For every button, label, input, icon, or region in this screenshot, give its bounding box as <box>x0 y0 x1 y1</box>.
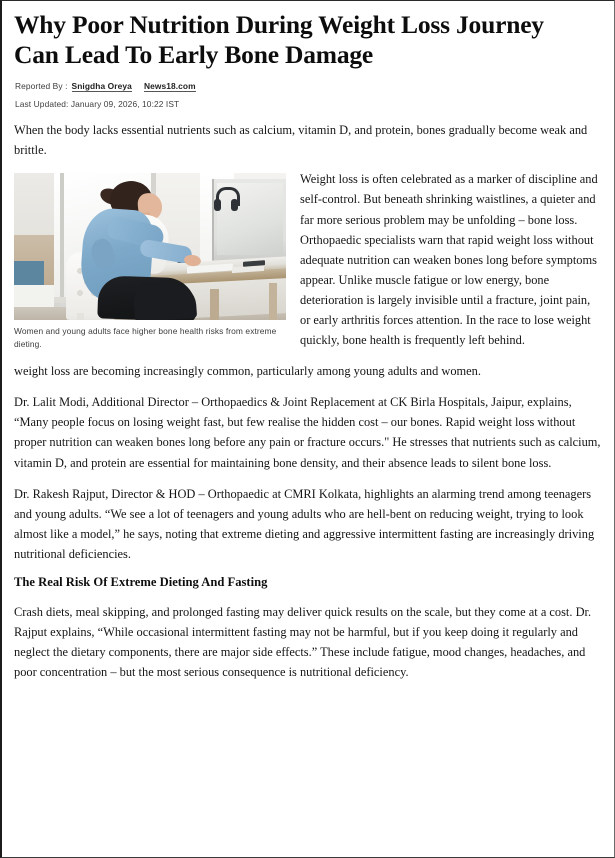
article-figure <box>14 173 286 350</box>
illustration-scene <box>14 173 286 320</box>
byline <box>15 81 602 92</box>
figure-caption: Women and young adults face higher bone health risks from extreme dieting. <box>14 326 277 349</box>
body-paragraph-1: Weight loss is often celebrated as a marker of discipline and self-control. But beneath shrinking waistlines, a quieter and far more serious problem may be unfolding – bone loss. Orthopaedic specialists warn that rapid weight loss without adequate nutrition can weaken bones long before symptoms appear. Unlike muscle fatigue or low energy, bone deterioration is largely invisible until a fracture, joint pain, or early arthritis forces attention. In the race to lose weight quickly, bone health is frequently left behind. <box>300 172 598 348</box>
last-updated-timestamp: Last Updated: January 09, 2026, 10:22 IST <box>15 99 180 110</box>
article-image <box>14 173 286 320</box>
byline-source-link[interactable]: News18.com <box>143 81 196 92</box>
body-paragraph-2: weight loss are becoming increasingly common, particularly among young adults and women. <box>14 364 481 379</box>
section-heading: The Real Risk Of Extreme Dieting And Fasting <box>14 575 268 590</box>
desk-leg-left <box>210 289 219 320</box>
byline-label: Reported By : <box>15 81 68 92</box>
desk-leg-right <box>269 283 277 320</box>
standfirst-paragraph: When the body lacks essential nutrients such as calcium, vitamin D, and protein, bones gradually become weak and brittle. <box>14 123 588 158</box>
byline-author-link[interactable]: Snigdha Oreya <box>71 81 132 92</box>
window-frame-left <box>60 173 64 303</box>
closing-paragraph: Crash diets, meal skipping, and prolonged fasting may deliver quick results on the scale, but they come at a cost. Dr. Rajput explains, “While occasional intermittent fasting may not be harmful, but if you keep doing it regularly and neglect the dietary components, there are major side effects.” These include fatigue, mood changes, headaches, and poor concentration – but the most serious consequence is nutritional deficiency. <box>14 605 592 680</box>
chair-leg <box>77 313 84 320</box>
page-title: Why Poor Nutrition During Weight Loss Journey Can Lead To Early Bone Damage <box>14 10 544 69</box>
body-paragraph-3: Dr. Lalit Modi, Additional Director – Orthopaedics & Joint Replacement at CK Birla Hospitals, Jaipur, explains, “Many people focus on losing weight fast, but few realise the hidden cost – our bones. Rapid weight loss without proper nutrition can weaken bones long before any pain or fracture occurs." He stresses that nutrients such as calcium, vitamin D, and protein are essential for maintaining bone density, and their absence leads to silent bone loss. <box>14 395 601 470</box>
body-paragraph-4: Dr. Rakesh Rajput, Director & HOD – Orthopaedic at CMRI Kolkata, highlights an alarming trend among teenagers and young adults. “We see a lot of teenagers and young adults who are hell-bent on reducing weight, trying to look almost like a model,” he says, noting that extreme dieting and aggressive intermittent fasting are increasingly driving nutritional deficiencies. <box>14 486 595 561</box>
person-thigh <box>133 283 197 320</box>
headset-icon <box>214 187 236 213</box>
